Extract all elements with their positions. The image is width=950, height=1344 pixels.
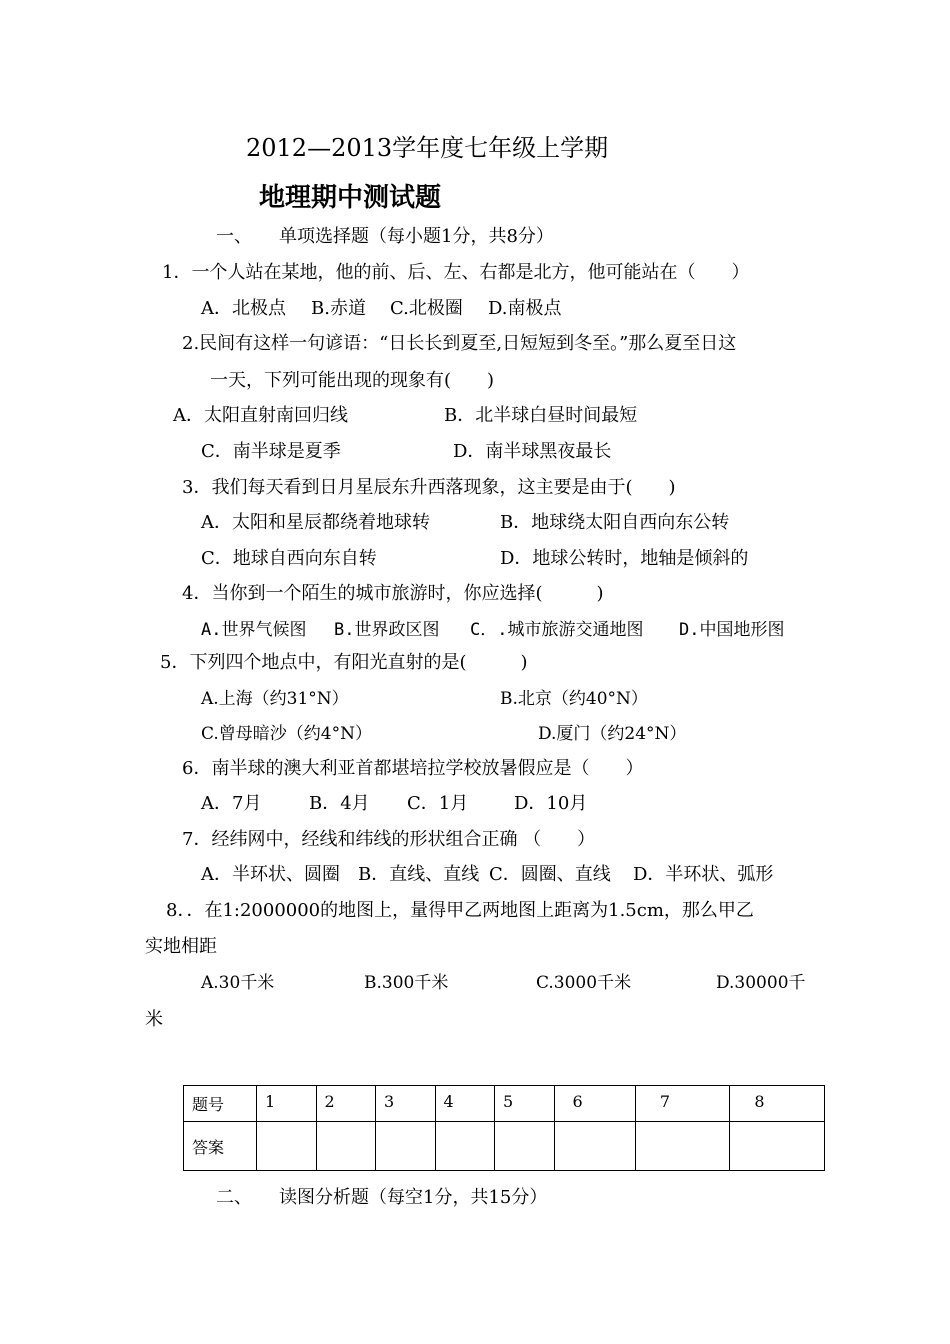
table-number-6: 6 [554,1086,635,1122]
q6-option-c: C．1月 [407,793,469,814]
q3-option-d: D．地球公转时，地轴是倾斜的 [500,548,749,569]
table-number-8: 8 [730,1086,825,1122]
q7-option-c: C．圆圈、直线 [489,864,611,885]
q4-option-a: A.世界气候图 [201,620,307,640]
question-2-stem-line2: 一天，下列可能出现的现象有( ) [210,370,495,391]
exam-title-line2: 地理期中测试题 [259,183,442,213]
question-7-stem: 7．经纬网中，经线和纬线的形状组合正确 （ ） [182,829,596,850]
table-number-7: 7 [635,1086,730,1122]
q4-option-d: D.中国地形图 [679,620,785,640]
exam-title-line1: 2012—2013学年度七年级上学期 [246,134,609,162]
answer-cell-1[interactable] [257,1122,317,1171]
table-number-4: 4 [435,1086,495,1122]
answer-cell-5[interactable] [495,1122,555,1171]
q2-option-c: C．南半球是夏季 [201,441,341,462]
q1-option-c: C.北极圈 [390,298,463,319]
q8-option-b: B.300千米 [364,973,449,993]
q8-option-a: A.30千米 [201,973,275,993]
question-3-stem: 3．我们每天看到日月星辰东升西落现象，这主要是由于( ) [182,477,676,498]
q1-option-d: D.南极点 [488,298,562,319]
question-2-stem-line1: 2.民间有这样一句谚语：“日长长到夏至,日短短到冬至。”那么夏至日这 [182,333,737,354]
question-8-stem-line2: 实地相距 [145,936,217,957]
answer-cell-2[interactable] [316,1122,376,1171]
q7-option-b: B．直线、直线 [358,864,480,885]
q5-option-c: C.曾母暗沙（约4°N） [201,724,372,744]
answer-table-answer-row [184,1122,825,1171]
q1-option-b: B.赤道 [311,298,366,319]
q2-option-b: B．北半球白昼时间最短 [444,405,638,426]
q5-option-d: D.厦门（约24°N） [538,724,687,744]
q8-option-c: C.3000千米 [536,973,632,993]
table-number-1: 1 [257,1086,317,1122]
section2-text: 读图分析题（每空1分，共15分） [279,1187,548,1208]
answer-cell-3[interactable] [376,1122,436,1171]
q5-option-b: B.北京（约40°N） [500,689,648,709]
question-4-stem: 4．当你到一个陌生的城市旅游时，你应选择( ) [182,583,604,604]
answer-cell-7[interactable] [635,1122,730,1171]
q6-option-a: A．7月 [201,793,262,814]
q3-option-c: C．地球自西向东自转 [201,548,377,569]
q8-option-d-wrap: 米 [145,1009,163,1030]
q6-option-b: B．4月 [309,793,370,814]
answer-cell-6[interactable] [554,1122,635,1171]
q2-option-a: A．太阳直射南回归线 [173,405,348,426]
answer-cell-8[interactable] [730,1122,825,1171]
q7-option-a: A．半环状、圆圈 [201,864,340,885]
q4-option-b: B.世界政区图 [334,620,440,640]
table-label-question-number: 题号 [184,1086,257,1122]
section1-text: 单项选择题（每小题1分，共8分） [279,226,554,247]
question-5-stem: 5．下列四个地点中，有阳光直射的是( ) [160,652,528,673]
section2-number: 二、 [216,1187,252,1208]
q8-option-d: D.30000千 [716,973,806,993]
table-number-3: 3 [376,1086,436,1122]
table-label-answer: 答案 [184,1122,257,1171]
q5-option-a: A.上海（约31°N） [201,689,349,709]
question-6-stem: 6．南半球的澳大利亚首都堪培拉学校放暑假应是（ ） [182,758,644,779]
question-8-stem-line1: 8．．在1:2000000的地图上，量得甲乙两地图上距离为1.5cm，那么甲乙 [166,900,754,921]
table-number-5: 5 [495,1086,555,1122]
question-1-stem: 1．一个人站在某地，他的前、后、左、右都是北方，他可能站在（ ） [162,262,750,283]
q7-option-d: D．半环状、弧形 [633,864,774,885]
answer-cell-4[interactable] [435,1122,495,1171]
q4-option-c: C．.城市旅游交通地图 [470,620,644,640]
answer-table-number-row [184,1086,825,1122]
q1-option-a: A．北极点 [201,298,286,319]
q3-option-b: B．地球绕太阳自西向东公转 [500,512,730,533]
q3-option-a: A．太阳和星辰都绕着地球转 [201,512,430,533]
table-number-2: 2 [316,1086,376,1122]
q6-option-d: D．10月 [514,793,588,814]
answer-table [183,1085,825,1171]
section1-number: 一、 [216,226,252,247]
q2-option-d: D．南半球黑夜最长 [453,441,612,462]
